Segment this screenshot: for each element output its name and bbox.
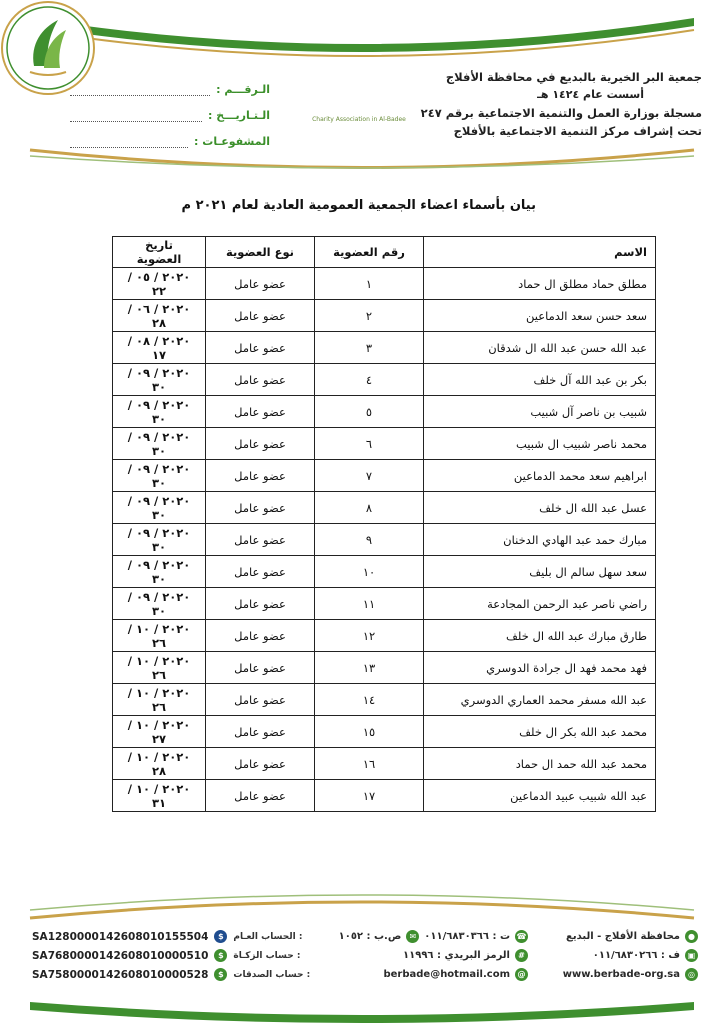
- member-date-cell: ٢٠٢٠ / ٠٩ / ٣٠: [113, 396, 206, 428]
- table-row: [113, 684, 656, 716]
- member-date-cell: ٢٠٢٠ / ١٠ / ٢٦: [113, 684, 206, 716]
- member-type-cell: عضو عامل: [206, 332, 315, 364]
- member-name-cell: سعد سهل سالم ال بليف: [424, 556, 656, 588]
- bank-icon: $: [214, 930, 227, 943]
- phone-text: ت : ٠١١/٦٨٣٠٣٦٦: [424, 931, 510, 942]
- table-row: [113, 780, 656, 812]
- member-date-cell: ٢٠٢٠ / ١٠ / ٢٧: [113, 716, 206, 748]
- member-name-cell: محمد ناصر شبيب ال شبيب: [424, 428, 656, 460]
- table-row: [113, 428, 656, 460]
- table-row: [113, 652, 656, 684]
- member-number-cell: ١٢: [315, 620, 424, 652]
- member-number-cell: ٤: [315, 364, 424, 396]
- member-number-cell: ٣: [315, 332, 424, 364]
- member-type-cell: عضو عامل: [206, 268, 315, 300]
- postal-text: الرمز البريدي : ١١٩٩٦: [403, 950, 510, 961]
- member-number-cell: ١: [315, 268, 424, 300]
- member-type-cell: عضو عامل: [206, 556, 315, 588]
- table-row: [113, 556, 656, 588]
- member-name-cell: سعد حسن سعد الدماعين: [424, 300, 656, 332]
- member-date-cell: ٢٠٢٠ / ٠٩ / ٣٠: [113, 588, 206, 620]
- account-charity-number: SA7580000142608010000528: [32, 968, 209, 981]
- member-date-cell: ٢٠٢٠ / ٠٦ / ٢٨: [113, 300, 206, 332]
- address-text: محافظة الأفلاج - البديع: [566, 931, 680, 942]
- ref-number-row: [70, 70, 270, 96]
- document-title: بيان بأسماء اعضاء الجمعية العمومية العادية لعام ٢٠٢١ م: [181, 198, 536, 213]
- member-name-cell: بكر بن عبد الله آل خلف: [424, 364, 656, 396]
- footer-website: [563, 966, 698, 983]
- org-line-3: مسجلة بوزارة العمل والتنمية الاجتماعية برقم ٢٤٧: [420, 106, 702, 120]
- member-type-cell: عضو عامل: [206, 684, 315, 716]
- member-number-cell: ١١: [315, 588, 424, 620]
- member-type-cell: عضو عامل: [206, 780, 315, 812]
- charity-logo: [0, 0, 96, 96]
- members-table: [112, 236, 656, 812]
- member-date-cell: ٢٠٢٠ / ٠٩ / ٣٠: [113, 524, 206, 556]
- table-row: [113, 588, 656, 620]
- email-text[interactable]: berbade@hotmail.com: [383, 969, 510, 980]
- account-general-number: SA1280000142608010155504: [32, 930, 209, 943]
- account-charity-label: حساب الصدقات :: [233, 969, 311, 980]
- member-number-cell: ٨: [315, 492, 424, 524]
- member-number-cell: ٢: [315, 300, 424, 332]
- org-line-1: جمعية البر الخيرية بالبديع في محافظة الأفلاج: [445, 70, 702, 84]
- member-date-cell: ٢٠٢٠ / ٠٩ / ٣٠: [113, 556, 206, 588]
- member-name-cell: محمد عبد الله بكر ال خلف: [424, 716, 656, 748]
- fax-text: ف : ٠١١/٦٨٣٠٢٦٦: [592, 950, 680, 961]
- pobox-text: ص.ب : ١٠٥٢: [338, 931, 402, 942]
- bank-icon: $: [214, 968, 227, 981]
- website-text[interactable]: www.berbade-org.sa: [562, 969, 680, 980]
- member-type-cell: عضو عامل: [206, 364, 315, 396]
- member-name-cell: راضي ناصر عبد الرحمن المجادعة: [424, 588, 656, 620]
- member-type-cell: عضو عامل: [206, 748, 315, 780]
- account-charity: [32, 966, 310, 983]
- table-row: [113, 268, 656, 300]
- member-number-cell: ١٤: [315, 684, 424, 716]
- member-date-cell: ٢٠٢٠ / ٠٩ / ٣٠: [113, 428, 206, 460]
- mailbox-icon: ✉: [406, 930, 419, 943]
- header-membership-type: نوع العضوية: [206, 237, 315, 268]
- table-row: [113, 364, 656, 396]
- organization-name-block: [402, 68, 702, 140]
- member-number-cell: ١٦: [315, 748, 424, 780]
- member-number-cell: ١٣: [315, 652, 424, 684]
- ref-date-dots: [70, 111, 202, 122]
- member-name-cell: عبد الله مسفر محمد العماري الدوسري: [424, 684, 656, 716]
- table-row: [113, 716, 656, 748]
- footer-email: [383, 966, 528, 983]
- table-row: [113, 492, 656, 524]
- account-zakat: [32, 947, 300, 964]
- member-type-cell: عضو عامل: [206, 588, 315, 620]
- table-row: [113, 620, 656, 652]
- member-number-cell: ١٧: [315, 780, 424, 812]
- member-type-cell: عضو عامل: [206, 492, 315, 524]
- ref-date-row: [70, 96, 270, 122]
- letterhead-header: [0, 0, 724, 185]
- footer-fax: [593, 947, 698, 964]
- member-name-cell: مبارك حمد عبد الهادي الدخنان: [424, 524, 656, 556]
- footer-phone: [339, 928, 528, 945]
- postal-code-icon: #: [515, 949, 528, 962]
- table-row: [113, 748, 656, 780]
- logo-caption: Charity Association in Al-Badee: [312, 116, 406, 123]
- table-row: [113, 332, 656, 364]
- email-icon: @: [515, 968, 528, 981]
- table-row: [113, 524, 656, 556]
- member-number-cell: ٥: [315, 396, 424, 428]
- ref-date-label: الـتـاريـــخ :: [208, 109, 270, 122]
- account-general-label: الحساب العـام :: [233, 931, 303, 942]
- bank-icon: $: [214, 949, 227, 962]
- member-name-cell: ابراهيم سعد محمد الدماعين: [424, 460, 656, 492]
- member-date-cell: ٢٠٢٠ / ١٠ / ٢٦: [113, 652, 206, 684]
- member-date-cell: ٢٠٢٠ / ٠٩ / ٣٠: [113, 492, 206, 524]
- member-name-cell: عسل عبد الله ال خلف: [424, 492, 656, 524]
- account-general: [32, 928, 302, 945]
- letterhead-footer: [0, 888, 724, 1024]
- globe-icon: ◎: [685, 968, 698, 981]
- member-name-cell: طارق مبارك عبد الله ال خلف: [424, 620, 656, 652]
- member-date-cell: ٢٠٢٠ / ١٠ / ٣١: [113, 780, 206, 812]
- member-name-cell: عبد الله شبيب عبيد الدماعين: [424, 780, 656, 812]
- member-number-cell: ١٥: [315, 716, 424, 748]
- member-date-cell: ٢٠٢٠ / ١٠ / ٢٨: [113, 748, 206, 780]
- org-line-4: تحت إشراف مركز التنمية الاجتماعية بالأفلاج: [453, 124, 702, 138]
- ref-attachments-label: المشفوعـات :: [194, 135, 270, 148]
- header-membership-number: رقم العضوية: [315, 237, 424, 268]
- table-row: [113, 300, 656, 332]
- member-date-cell: ٢٠٢٠ / ١٠ / ٢٦: [113, 620, 206, 652]
- member-number-cell: ٩: [315, 524, 424, 556]
- member-number-cell: ٦: [315, 428, 424, 460]
- member-type-cell: عضو عامل: [206, 396, 315, 428]
- member-type-cell: عضو عامل: [206, 716, 315, 748]
- header-membership-date: تاريخ العضوية: [113, 237, 206, 268]
- member-name-cell: شبيب بن ناصر آل شبيب: [424, 396, 656, 428]
- member-name-cell: محمد عبد الله حمد ال حماد: [424, 748, 656, 780]
- reference-fields: [70, 70, 270, 148]
- member-type-cell: عضو عامل: [206, 524, 315, 556]
- member-number-cell: ١٠: [315, 556, 424, 588]
- fax-icon: ▣: [685, 949, 698, 962]
- account-zakat-label: حساب الزكـاة :: [233, 950, 301, 961]
- member-date-cell: ٢٠٢٠ / ٠٨ / ١٧: [113, 332, 206, 364]
- member-type-cell: عضو عامل: [206, 300, 315, 332]
- member-type-cell: عضو عامل: [206, 652, 315, 684]
- ref-attachments-dots: [70, 137, 188, 148]
- location-pin-icon: ●: [685, 930, 698, 943]
- footer-address: [566, 928, 698, 945]
- phone-icon: ☎: [516, 932, 527, 941]
- member-type-cell: عضو عامل: [206, 460, 315, 492]
- footer-postal: [403, 947, 528, 964]
- org-line-2: أسست عام ١٤٢٤ هـ: [537, 88, 644, 101]
- member-name-cell: فهد محمد فهد ال جرادة الدوسري: [424, 652, 656, 684]
- ref-attachments-row: [70, 122, 270, 148]
- member-date-cell: ٢٠٢٠ / ٠٥ / ٢٢: [113, 268, 206, 300]
- table-header-row: [113, 237, 656, 268]
- header-name: الاسم: [424, 237, 656, 268]
- member-name-cell: عبد الله حسن عبد الله ال شدقان: [424, 332, 656, 364]
- table-row: [113, 396, 656, 428]
- member-type-cell: عضو عامل: [206, 428, 315, 460]
- account-zakat-number: SA7680000142608010000510: [32, 949, 209, 962]
- table-row: [113, 460, 656, 492]
- ref-number-label: الـرقـــم :: [216, 83, 270, 96]
- member-date-cell: ٢٠٢٠ / ٠٩ / ٣٠: [113, 460, 206, 492]
- member-name-cell: مطلق حماد مطلق ال حماد: [424, 268, 656, 300]
- member-number-cell: ٧: [315, 460, 424, 492]
- member-type-cell: عضو عامل: [206, 620, 315, 652]
- member-date-cell: ٢٠٢٠ / ٠٩ / ٣٠: [113, 364, 206, 396]
